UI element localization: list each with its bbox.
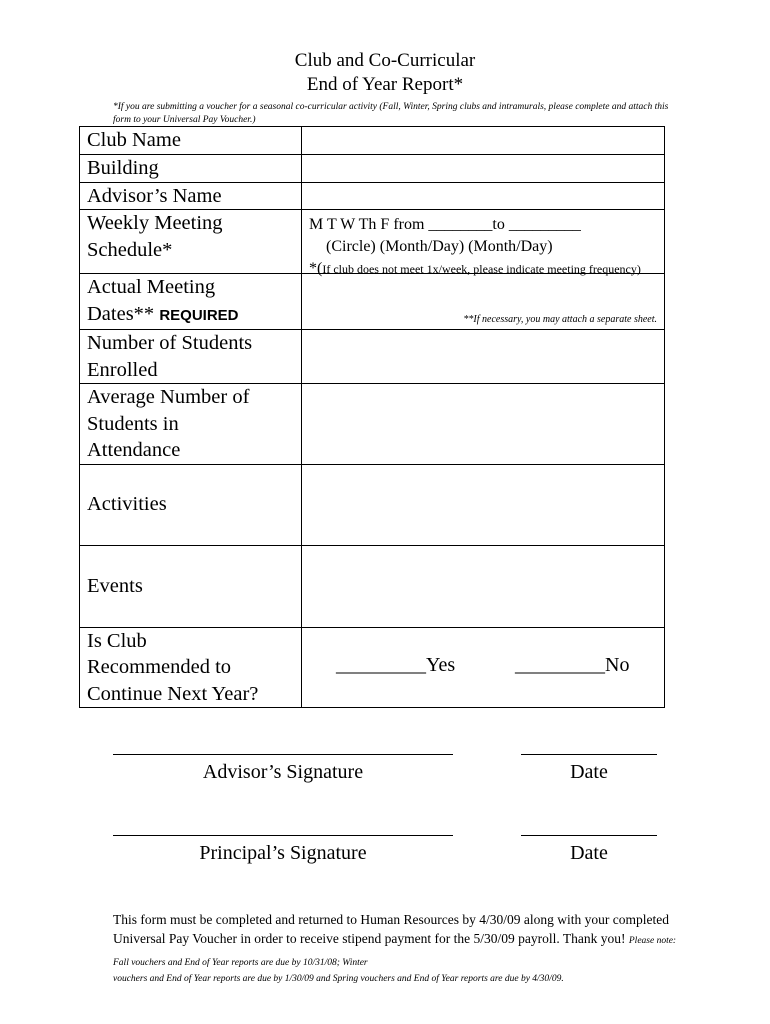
footer-note-part2: vouchers and End of Year reports are due by 1/30/09 and Spring vouchers and End of Year reports are due by 4/30/09. xyxy=(113,974,564,984)
dates-attachment-note: **If necessary, you may attach a separate sheet. xyxy=(463,314,657,325)
recommend-line2: Recommended to xyxy=(87,656,232,678)
footer-main-text: This form must be completed and returned to Human Resources by 4/30/09 along with your completed Universal Pay Voucher in order to receive stipend payment for the 5/30/09 payroll. Thank you! xyxy=(113,912,670,946)
principal-date-label: Date xyxy=(570,842,608,864)
actual-dates-label-text: Dates** xyxy=(87,302,155,325)
advisor-signature-label: Advisor’s Signature xyxy=(202,761,364,783)
actual-dates-label-line1: Actual Meeting xyxy=(87,276,216,298)
weekly-meeting-label-line1: Weekly Meeting xyxy=(87,212,223,234)
required-badge: REQUIRED xyxy=(159,306,239,324)
principal-signature-line[interactable] xyxy=(113,835,453,836)
activities-field[interactable] xyxy=(302,464,665,545)
submission-note: *If you are submitting a voucher for a seasonal co-curricular activity (Fall, Winter, Spring clubs and intramurals, please complete and attach this form to your Universal Pay Voucher.) xyxy=(113,102,669,125)
advisor-name-label: Advisor’s Name xyxy=(80,182,302,210)
schedule-days: M T W Th F from ________to _________ xyxy=(309,216,581,233)
recommend-line3: Continue Next Year? xyxy=(87,682,259,705)
recommend-line1: Is Club xyxy=(87,629,147,652)
students-enrolled-field[interactable] xyxy=(302,330,665,384)
students-enrolled-line1: Number of Students xyxy=(87,332,253,354)
events-field[interactable] xyxy=(302,545,665,627)
advisor-name-field[interactable] xyxy=(302,182,665,210)
students-enrolled-line2: Enrolled xyxy=(87,358,158,381)
weekly-meeting-label xyxy=(80,210,302,274)
footer-instructions xyxy=(113,910,693,986)
actual-dates-field[interactable] xyxy=(302,274,665,330)
principal-date-line[interactable] xyxy=(521,835,657,836)
avg-attendance-line1: Average Number of xyxy=(87,386,250,408)
club-name-field[interactable] xyxy=(302,127,665,155)
students-enrolled-label xyxy=(80,330,302,384)
avg-attendance-field[interactable] xyxy=(302,384,665,465)
footer-note-part1: Please note: Fall vouchers and End of Year reports are due by 10/31/08; Winter xyxy=(113,936,677,968)
no-option[interactable]: _________No xyxy=(515,653,630,676)
activities-label: Activities xyxy=(80,464,302,545)
actual-dates-label-line2 xyxy=(87,301,301,330)
advisor-date-label: Date xyxy=(570,761,608,783)
club-name-label: Club Name xyxy=(80,127,302,155)
principal-signature-label: Principal’s Signature xyxy=(199,842,367,864)
weekly-meeting-field[interactable] xyxy=(302,210,665,277)
form-title-line1: Club and Co-Curricular xyxy=(294,50,476,71)
schedule-hints: (Circle) (Month/Day) (Month/Day) xyxy=(326,238,553,255)
advisor-signature-line[interactable] xyxy=(113,754,453,755)
events-label: Events xyxy=(80,545,302,627)
report-form-table xyxy=(79,126,665,708)
building-label: Building xyxy=(80,155,302,183)
recommend-label xyxy=(80,627,302,708)
actual-dates-label xyxy=(80,274,302,330)
avg-attendance-line2: Students in xyxy=(87,412,179,435)
schedule-note-star: *( xyxy=(309,260,323,277)
weekly-meeting-label-line2: Schedule* xyxy=(87,238,173,261)
schedule-note-text: If club does not meet 1x/week, please indicate meeting frequency) xyxy=(322,262,641,276)
avg-attendance-label xyxy=(80,384,302,465)
form-title-line2: End of Year Report* xyxy=(306,74,464,95)
avg-attendance-line3: Attendance xyxy=(87,439,181,461)
recommend-field xyxy=(302,627,665,708)
yes-option[interactable]: _________Yes xyxy=(336,653,456,676)
advisor-date-line[interactable] xyxy=(521,754,657,755)
building-field[interactable] xyxy=(302,155,665,183)
